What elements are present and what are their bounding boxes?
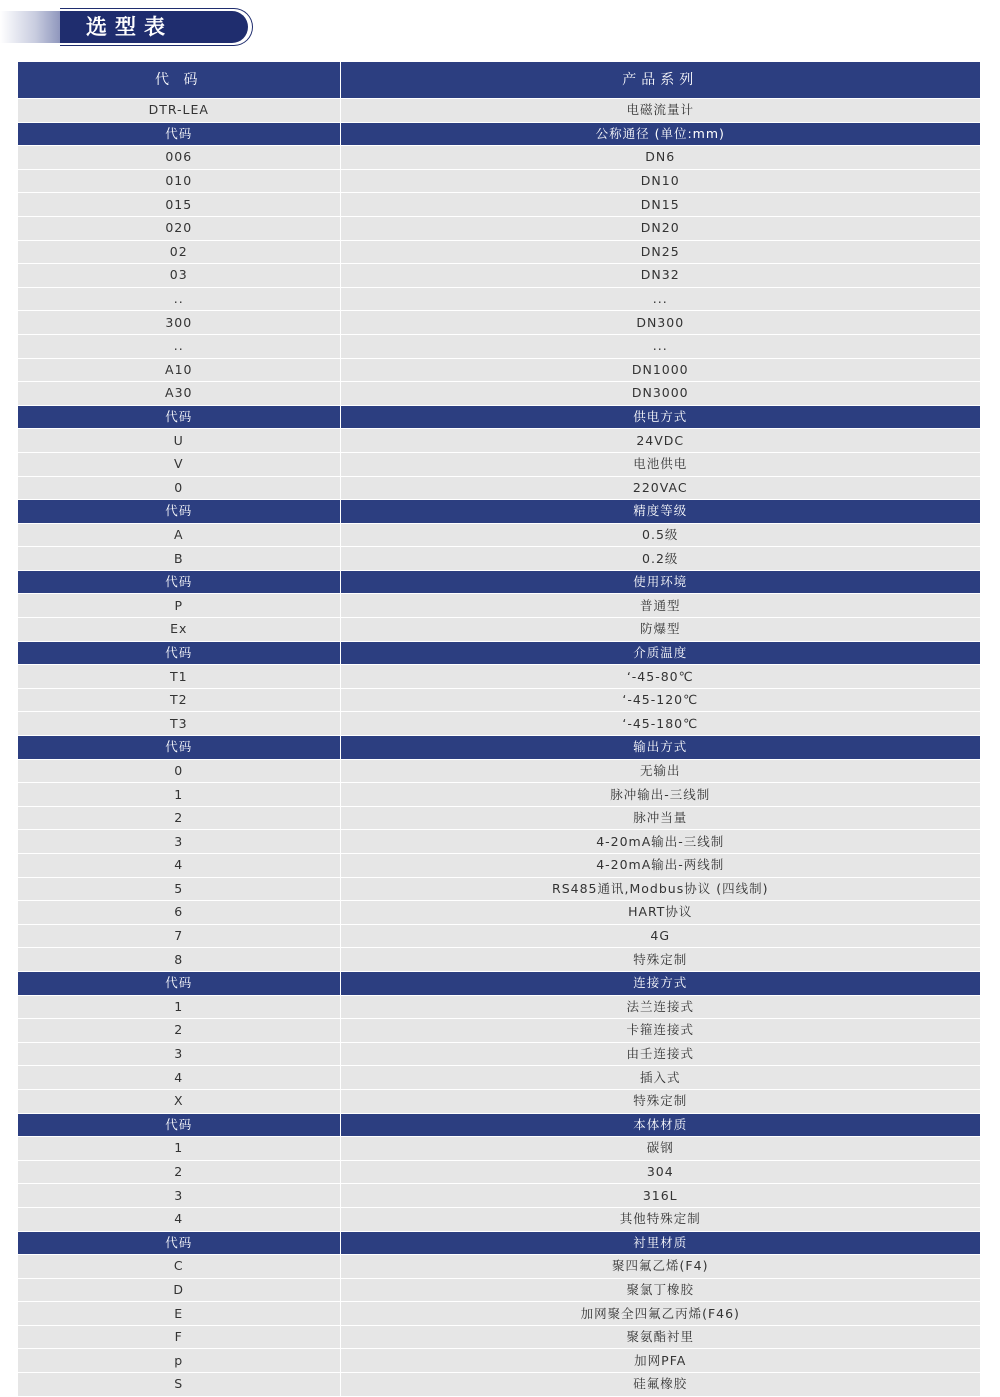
- code-cell: 6: [18, 901, 340, 925]
- code-cell: 3: [18, 1184, 340, 1208]
- value-cell: 防爆型: [340, 618, 980, 642]
- code-cell: C: [18, 1255, 340, 1279]
- table-row: [18, 665, 980, 689]
- table-row: [18, 476, 980, 500]
- value-cell: 特殊定制: [340, 1089, 980, 1113]
- code-cell: DTR-LEA: [18, 99, 340, 123]
- table-row: [18, 146, 980, 170]
- table-row: [18, 547, 980, 571]
- table-row: [18, 1255, 980, 1279]
- section-title: 供电方式: [340, 405, 980, 429]
- table-row: [18, 924, 980, 948]
- code-cell: p: [18, 1349, 340, 1373]
- code-cell: 2: [18, 806, 340, 830]
- value-cell: 220VAC: [340, 476, 980, 500]
- code-cell: U: [18, 429, 340, 453]
- code-cell: V: [18, 452, 340, 476]
- table-row: [18, 452, 980, 476]
- section-code-label: 代码: [18, 500, 340, 524]
- code-cell: P: [18, 594, 340, 618]
- table-row: [18, 1042, 980, 1066]
- value-cell: 加网PFA: [340, 1349, 980, 1373]
- section-title: 使用环境: [340, 570, 980, 594]
- table-row: [18, 1160, 980, 1184]
- column-header-code: 代 码: [18, 62, 340, 99]
- table-row: [18, 759, 980, 783]
- table-row: [18, 830, 980, 854]
- value-cell: DN1000: [340, 358, 980, 382]
- value-cell: 0.2级: [340, 547, 980, 571]
- table-row: [18, 358, 980, 382]
- table-row: [18, 99, 980, 123]
- table-row: [18, 1089, 980, 1113]
- value-cell: 电池供电: [340, 452, 980, 476]
- section-header-row: [18, 736, 980, 760]
- table-row: [18, 1325, 980, 1349]
- table-row: [18, 264, 980, 288]
- table-row: [18, 1019, 980, 1043]
- code-cell: A: [18, 523, 340, 547]
- table-row: [18, 1302, 980, 1326]
- table-row: [18, 311, 980, 335]
- value-cell: 0.5级: [340, 523, 980, 547]
- value-cell: 法兰连接式: [340, 995, 980, 1019]
- value-cell: ‘-45-80℃: [340, 665, 980, 689]
- table-row: [18, 783, 980, 807]
- section-code-label: 代码: [18, 736, 340, 760]
- value-cell: 加网聚全四氟乙丙烯(F46): [340, 1302, 980, 1326]
- value-cell: 普通型: [340, 594, 980, 618]
- code-cell: 8: [18, 948, 340, 972]
- code-cell: 1: [18, 783, 340, 807]
- section-code-label: 代码: [18, 1231, 340, 1255]
- section-code-label: 代码: [18, 122, 340, 146]
- code-cell: 3: [18, 830, 340, 854]
- code-cell: T3: [18, 712, 340, 736]
- section-code-label: 代码: [18, 641, 340, 665]
- value-cell: 脉冲输出-三线制: [340, 783, 980, 807]
- value-cell: 硅氟橡胶: [340, 1373, 980, 1397]
- section-title: 本体材质: [340, 1113, 980, 1137]
- table-row: [18, 995, 980, 1019]
- section-header-row: [18, 500, 980, 524]
- value-cell: 插入式: [340, 1066, 980, 1090]
- code-cell: X: [18, 1089, 340, 1113]
- value-cell: 碳钢: [340, 1137, 980, 1161]
- value-cell: DN25: [340, 240, 980, 264]
- code-cell: 0: [18, 759, 340, 783]
- code-cell: 0: [18, 476, 340, 500]
- section-header-row: [18, 122, 980, 146]
- section-title: 连接方式: [340, 971, 980, 995]
- value-cell: DN15: [340, 193, 980, 217]
- value-cell: 4-20mA输出-两线制: [340, 854, 980, 878]
- value-cell: RS485通讯,Modbus协议 (四线制): [340, 877, 980, 901]
- code-cell: 300: [18, 311, 340, 335]
- code-cell: 7: [18, 924, 340, 948]
- code-cell: ..: [18, 287, 340, 311]
- value-cell: 聚氯丁橡胶: [340, 1278, 980, 1302]
- code-cell: T1: [18, 665, 340, 689]
- code-cell: A10: [18, 358, 340, 382]
- table-row: [18, 429, 980, 453]
- table-row: [18, 854, 980, 878]
- code-cell: E: [18, 1302, 340, 1326]
- table-row: [18, 216, 980, 240]
- value-cell: ‘-45-120℃: [340, 688, 980, 712]
- page-title-banner: [0, 8, 260, 48]
- code-cell: B: [18, 547, 340, 571]
- table-row: [18, 240, 980, 264]
- value-cell: ...: [340, 334, 980, 358]
- column-header-series: 产品系列: [340, 62, 980, 99]
- section-header-row: [18, 1113, 980, 1137]
- table-row: [18, 193, 980, 217]
- table-row: [18, 382, 980, 406]
- value-cell: 特殊定制: [340, 948, 980, 972]
- value-cell: 4G: [340, 924, 980, 948]
- table-row: [18, 806, 980, 830]
- table-row: [18, 1184, 980, 1208]
- code-cell: Ex: [18, 618, 340, 642]
- value-cell: 聚四氟乙烯(F4): [340, 1255, 980, 1279]
- section-header-row: [18, 570, 980, 594]
- code-cell: 4: [18, 854, 340, 878]
- table-row: [18, 1373, 980, 1397]
- value-cell: 聚氨酯衬里: [340, 1325, 980, 1349]
- table-row: [18, 618, 980, 642]
- value-cell: DN3000: [340, 382, 980, 406]
- code-cell: 03: [18, 264, 340, 288]
- code-cell: 02: [18, 240, 340, 264]
- section-header-row: [18, 971, 980, 995]
- code-cell: 010: [18, 169, 340, 193]
- table-row: [18, 523, 980, 547]
- code-cell: 015: [18, 193, 340, 217]
- table-row: [18, 334, 980, 358]
- section-header-row: [18, 405, 980, 429]
- table-row: [18, 688, 980, 712]
- code-cell: T2: [18, 688, 340, 712]
- table-row: [18, 948, 980, 972]
- section-code-label: 代码: [18, 971, 340, 995]
- code-cell: 4: [18, 1207, 340, 1231]
- value-cell: DN20: [340, 216, 980, 240]
- value-cell: 卡箍连接式: [340, 1019, 980, 1043]
- selection-table: [18, 62, 980, 1397]
- section-title: 公称通径 (单位:mm): [340, 122, 980, 146]
- code-cell: 2: [18, 1019, 340, 1043]
- code-cell: F: [18, 1325, 340, 1349]
- section-code-label: 代码: [18, 405, 340, 429]
- table-body: [18, 99, 980, 1397]
- value-cell: 脉冲当量: [340, 806, 980, 830]
- value-cell: ‘-45-180℃: [340, 712, 980, 736]
- table-header-row: [18, 62, 980, 99]
- section-header-row: [18, 1231, 980, 1255]
- table-row: [18, 712, 980, 736]
- table-row: [18, 594, 980, 618]
- value-cell: 304: [340, 1160, 980, 1184]
- table-row: [18, 901, 980, 925]
- section-header-row: [18, 641, 980, 665]
- value-cell: 316L: [340, 1184, 980, 1208]
- code-cell: D: [18, 1278, 340, 1302]
- table-row: [18, 1278, 980, 1302]
- table-row: [18, 1349, 980, 1373]
- code-cell: 4: [18, 1066, 340, 1090]
- value-cell: HART协议: [340, 901, 980, 925]
- value-cell: 电磁流量计: [340, 99, 980, 123]
- value-cell: 无输出: [340, 759, 980, 783]
- table-row: [18, 287, 980, 311]
- code-cell: 020: [18, 216, 340, 240]
- code-cell: 3: [18, 1042, 340, 1066]
- table-row: [18, 877, 980, 901]
- value-cell: DN6: [340, 146, 980, 170]
- value-cell: 其他特殊定制: [340, 1207, 980, 1231]
- code-cell: 5: [18, 877, 340, 901]
- value-cell: 24VDC: [340, 429, 980, 453]
- code-cell: ..: [18, 334, 340, 358]
- table-row: [18, 1137, 980, 1161]
- value-cell: DN300: [340, 311, 980, 335]
- page-title: 选型表: [86, 15, 173, 39]
- code-cell: 1: [18, 1137, 340, 1161]
- section-title: 输出方式: [340, 736, 980, 760]
- section-title: 衬里材质: [340, 1231, 980, 1255]
- code-cell: 1: [18, 995, 340, 1019]
- table-row: [18, 1207, 980, 1231]
- table-row: [18, 169, 980, 193]
- value-cell: DN32: [340, 264, 980, 288]
- section-code-label: 代码: [18, 1113, 340, 1137]
- value-cell: ...: [340, 287, 980, 311]
- code-cell: S: [18, 1373, 340, 1397]
- table-row: [18, 1066, 980, 1090]
- value-cell: 4-20mA输出-三线制: [340, 830, 980, 854]
- section-title: 介质温度: [340, 641, 980, 665]
- code-cell: 006: [18, 146, 340, 170]
- section-title: 精度等级: [340, 500, 980, 524]
- code-cell: A30: [18, 382, 340, 406]
- section-code-label: 代码: [18, 570, 340, 594]
- code-cell: 2: [18, 1160, 340, 1184]
- value-cell: 由壬连接式: [340, 1042, 980, 1066]
- value-cell: DN10: [340, 169, 980, 193]
